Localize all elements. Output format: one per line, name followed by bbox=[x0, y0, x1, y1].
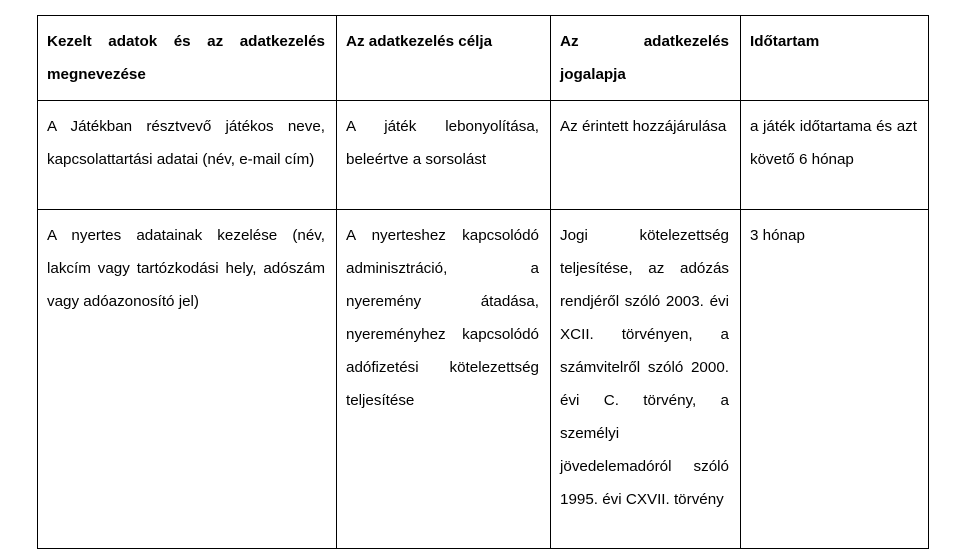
cell-celja-text: A játék lebonyolítása, beleértve a sorsolást bbox=[346, 118, 544, 168]
table-row bbox=[38, 101, 929, 210]
column-header-jogalapja bbox=[551, 16, 741, 101]
cell-idotartam-text: 3 hónap bbox=[750, 227, 805, 244]
table-header-row bbox=[38, 16, 929, 101]
table-row bbox=[38, 210, 929, 549]
cell-kezelt-adatok bbox=[38, 210, 337, 549]
cell-kezelt-adatok bbox=[38, 101, 337, 210]
cell-jogalapja bbox=[551, 101, 741, 210]
table-body bbox=[38, 101, 929, 549]
column-header-idotartam bbox=[741, 16, 929, 101]
table-header bbox=[38, 16, 929, 101]
cell-idotartam bbox=[741, 210, 929, 549]
cell-idotartam bbox=[741, 101, 929, 210]
cell-idotartam-text: a játék időtartama és azt követő 6 hónap bbox=[750, 118, 922, 168]
column-header-kezelt-adatok-label: Kezelt adatok és az adatkezelés megnevezése bbox=[47, 33, 330, 83]
cell-kezelt-adatok-text: A nyertes adatainak kezelése (név, lakcím vagy tartózkodási hely, adószám vagy adóazonosító jel) bbox=[47, 227, 330, 310]
column-header-celja bbox=[337, 16, 551, 101]
cell-jogalapja-text: Az érintett hozzájárulása bbox=[560, 118, 727, 135]
cell-celja bbox=[337, 101, 551, 210]
cell-celja-text: A nyerteshez kapcsolódó adminisztráció, a nyeremény átadása, nyereményhez kapcsolódó adófizetési kötelezettség teljesítése bbox=[346, 227, 544, 409]
cell-jogalapja-text: Jogi kötelezettség teljesítése, az adózás rendjéről szóló 2003. évi XCII. törvényen, a számvitelről szóló 2000. évi C. törvény, a személyi jövedelemadóról szóló 1995. évi CXVII. törvény bbox=[560, 227, 734, 508]
cell-jogalapja bbox=[551, 210, 741, 549]
cell-kezelt-adatok-text: A Játékban résztvevő játékos neve, kapcsolattartási adatai (név, e-mail cím) bbox=[47, 118, 330, 168]
cell-celja bbox=[337, 210, 551, 549]
column-header-idotartam-label: Időtartam bbox=[750, 33, 820, 50]
column-header-kezelt-adatok bbox=[38, 16, 337, 101]
column-header-celja-label: Az adatkezelés célja bbox=[346, 33, 493, 50]
data-processing-table bbox=[37, 15, 929, 549]
column-header-jogalapja-label: Az adatkezelés jogalapja bbox=[560, 33, 734, 83]
